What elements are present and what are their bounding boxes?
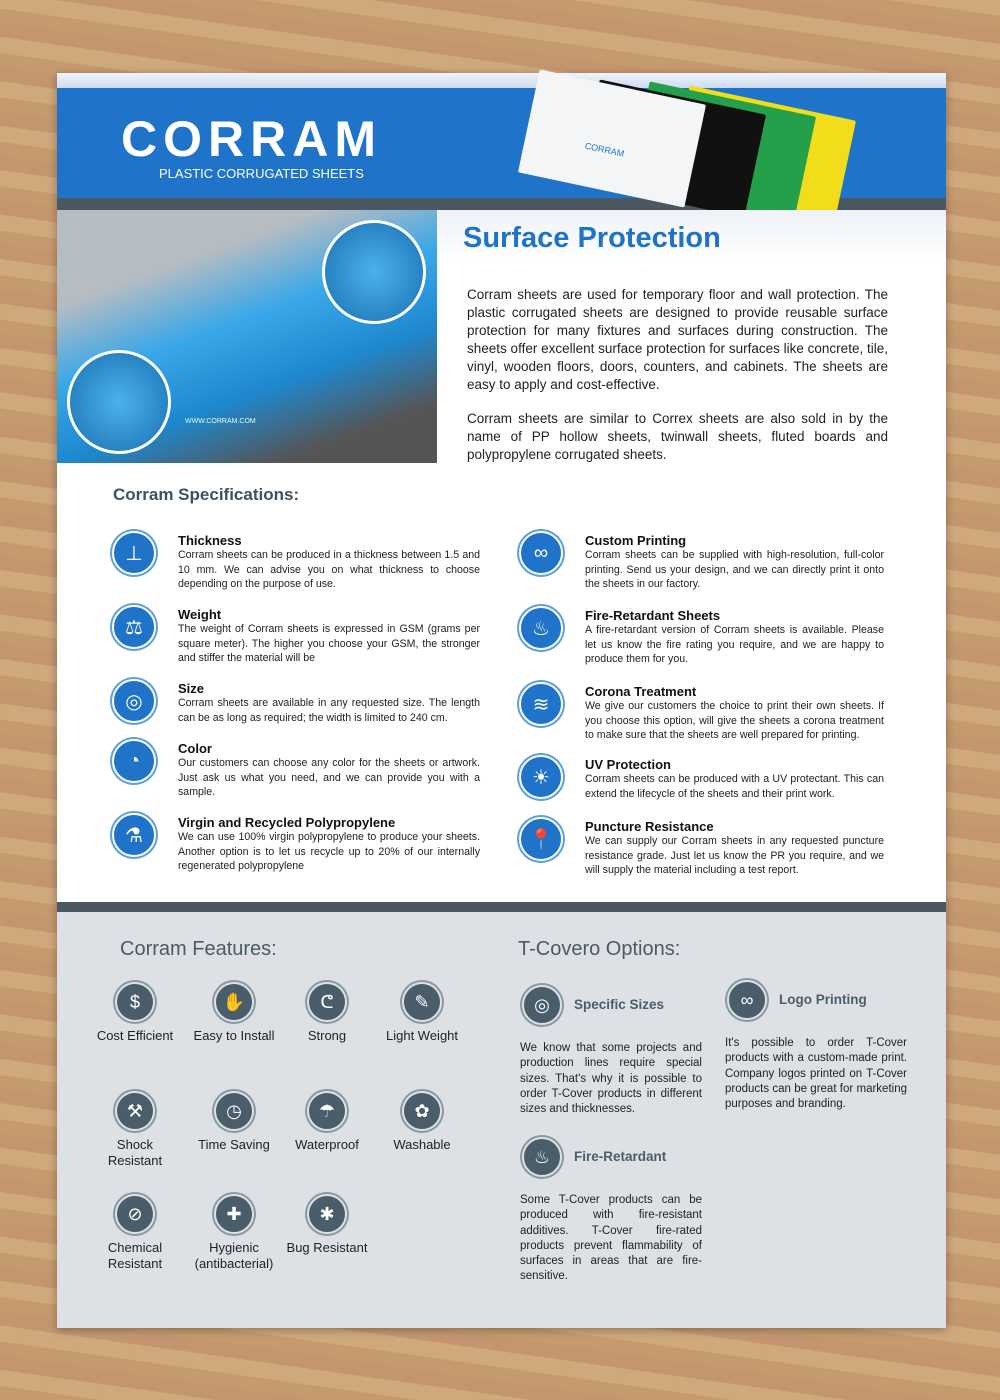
spec-item: [125, 681, 480, 725]
spec-title: Puncture Resistance: [585, 819, 714, 834]
spec-item: [125, 607, 480, 666]
clock-icon: ◷: [214, 1091, 254, 1131]
hand-icon: ✋: [214, 982, 254, 1022]
spec-text: Corram sheets can be produced with a UV protectant. This can extend the lifecycle of the sheets and their print work.: [585, 773, 884, 800]
flame-icon: ♨: [519, 606, 563, 650]
option-title: Fire-Retardant: [574, 1149, 667, 1164]
shock-icon: ⚒: [115, 1091, 155, 1131]
flame-icon: ♨: [522, 1137, 562, 1177]
feature-item: [90, 1091, 180, 1169]
feature-item: [377, 1091, 467, 1153]
feature-label: Shock Resistant: [107, 1137, 163, 1168]
umbrella-icon: ☂: [307, 1091, 347, 1131]
spec-item: [125, 533, 480, 592]
dollar-icon: $: [115, 982, 155, 1022]
spec-item: [533, 533, 884, 592]
printer-rollers-icon: ∞: [727, 980, 767, 1020]
printer-rollers-icon: ∞: [519, 531, 563, 575]
detail-circle: [322, 220, 426, 324]
feather-icon: ✎: [402, 982, 442, 1022]
features-section: [57, 912, 946, 1328]
feature-label: Waterproof: [295, 1137, 359, 1152]
features-heading: Corram Features:: [120, 938, 277, 960]
feature-label: Light Weight: [385, 1028, 459, 1043]
flyer-page: [57, 73, 946, 1328]
intro-paragraph: Corram sheets are used for temporary floor and wall protection. The plastic corrugated sheets are designed to provide reusable surface protection for many fixtures and surfaces during construction. The sheets offer excellent surface protection for surfaces like concrete, tile, vinyl, wooden floors, doors, counters, and cabinets. The sheets are easy to apply and cost-effective.: [467, 287, 888, 392]
feature-label: Hygienic (antibacterial): [194, 1240, 274, 1271]
spec-text: We can use 100% virgin polypropylene to produce your sheets. Another option is to let us recycle up to 20% of our internally regenerated polypropylene: [178, 831, 480, 872]
feature-item: [90, 1194, 180, 1272]
product-sheets-image: [527, 92, 857, 198]
spec-title: Fire-Retardant Sheets: [585, 608, 721, 623]
spec-text: A fire-retardant version of Corram sheets is available. Please let us know the fire rating you require, and we are happy to produce them for you.: [585, 624, 884, 665]
scale-icon: ⚖: [112, 605, 156, 649]
first-aid-icon: ✚: [214, 1194, 254, 1234]
sheet-label: CORRAM: [583, 140, 626, 159]
feature-label: Chemical Resistant: [107, 1240, 163, 1271]
spec-text: Our customers can choose any color for the sheets or artwork. Just ask us what you need, and we can provide you with a sample.: [178, 757, 480, 798]
intro-paragraph: Corram sheets are similar to Correx sheets are also sold in by the name of PP hollow sheets, twinwall sheets, fluted boards and polypropylene corrugated sheets.: [467, 411, 888, 462]
spec-item: [528, 819, 884, 878]
feature-label: Washable: [393, 1137, 451, 1152]
spec-item: [127, 741, 480, 800]
feature-label: Cost Efficient: [96, 1028, 174, 1043]
divider-bar: [57, 902, 946, 912]
option-text: Some T-Cover products can be produced with fire-resistant additives. T-Cover fire-rated products prevent flammability of surfaces in areas that are fire-sensitive.: [520, 1194, 702, 1283]
spec-item: [125, 815, 480, 874]
feature-label: Bug Resistant: [286, 1240, 368, 1255]
corona-icon: ≋: [519, 682, 563, 726]
brand-logo: CORRAM: [121, 111, 382, 167]
feature-item: [282, 982, 372, 1044]
spec-text: Corram sheets are available in any requested size. The length can be as long as required; the width is limited to 240 cm.: [178, 697, 480, 724]
floor-protection-photo: [57, 210, 437, 463]
feature-item: [189, 1091, 279, 1153]
spec-title: Thickness: [178, 533, 242, 548]
options-heading: T-Covero Options:: [518, 938, 681, 960]
option-title: Specific Sizes: [574, 997, 665, 1012]
spec-title: Size: [178, 681, 205, 696]
spec-title: Custom Printing: [585, 533, 687, 548]
spec-title: UV Protection: [585, 757, 671, 772]
option-title: Logo Printing: [779, 992, 867, 1007]
brand-tagline: PLASTIC CORRUGATED SHEETS: [159, 166, 364, 181]
watermark: WWW.CORRAM.COM: [185, 418, 256, 425]
feature-item: [377, 982, 467, 1044]
spec-text: We give our customers the choice to print their own sheets. If you choose this option, will give the sheets a corona treatment to make sure that the sheets are well prepared for printing.: [585, 700, 884, 741]
header-banner: [57, 88, 946, 198]
tape-measure-icon: ◎: [112, 679, 156, 723]
feature-item: [282, 1194, 372, 1256]
caliper-icon: ⊥: [112, 531, 156, 575]
option-text: It's possible to order T-Cover products with a custom-made print. Company logos printed on T-Cover products can be great for marketing purposes and branding.: [725, 1037, 907, 1111]
bug-icon: ✱: [307, 1194, 347, 1234]
wash-icon: ✿: [402, 1091, 442, 1131]
spec-item: [532, 608, 884, 667]
feature-label: Time Saving: [198, 1137, 270, 1152]
feature-item: [282, 1091, 372, 1153]
spec-item: [532, 684, 884, 743]
color-fan-icon: ◔: [112, 739, 156, 783]
sun-shield-icon: ☀: [519, 755, 563, 799]
feature-label: Strong: [307, 1028, 347, 1043]
feature-label: Easy to Install: [193, 1028, 275, 1043]
feature-item: [90, 982, 180, 1044]
top-highlight: [57, 73, 946, 88]
chemical-icon: ⊘: [115, 1194, 155, 1234]
specs-heading: Corram Specifications:: [113, 485, 300, 504]
spec-text: The weight of Corram sheets is expressed in GSM (grams per square meter). The higher you choose your GSM, the stronger and stiffer the material will be: [178, 623, 480, 664]
detail-circle: [67, 350, 171, 454]
pushpin-icon: 📍: [519, 817, 563, 861]
option-text: We know that some projects and production lines require special sizes. That's why it is possible to order T-Cover products in different sizes and thicknesses.: [520, 1042, 702, 1116]
spec-item: [532, 757, 884, 801]
page-title: Surface Protection: [463, 222, 721, 254]
spec-text: We can supply our Corram sheets in any requested puncture resistance grade. Just let us know the PR you require, and we will supply the material including a test report.: [585, 835, 884, 876]
feature-item: [189, 1194, 279, 1272]
spec-text: Corram sheets can be produced in a thickness between 1.5 and 10 mm. We can advise you on what thickness to choose depending on the purpose of use.: [178, 549, 480, 590]
muscle-icon: ᕦ: [307, 982, 347, 1022]
spec-title: Corona Treatment: [585, 684, 697, 699]
feature-item: [189, 982, 279, 1044]
spec-text: Corram sheets can be supplied with high-resolution, full-color printing. Send us your design, and we can directly print it onto the sheets in our factory.: [585, 549, 884, 590]
tape-measure-icon: ◎: [522, 985, 562, 1025]
spec-title: Virgin and Recycled Polypropylene: [178, 815, 396, 830]
flask-recycle-icon: ⚗: [112, 813, 156, 857]
spec-title: Color: [178, 741, 212, 756]
spec-title: Weight: [178, 607, 222, 622]
